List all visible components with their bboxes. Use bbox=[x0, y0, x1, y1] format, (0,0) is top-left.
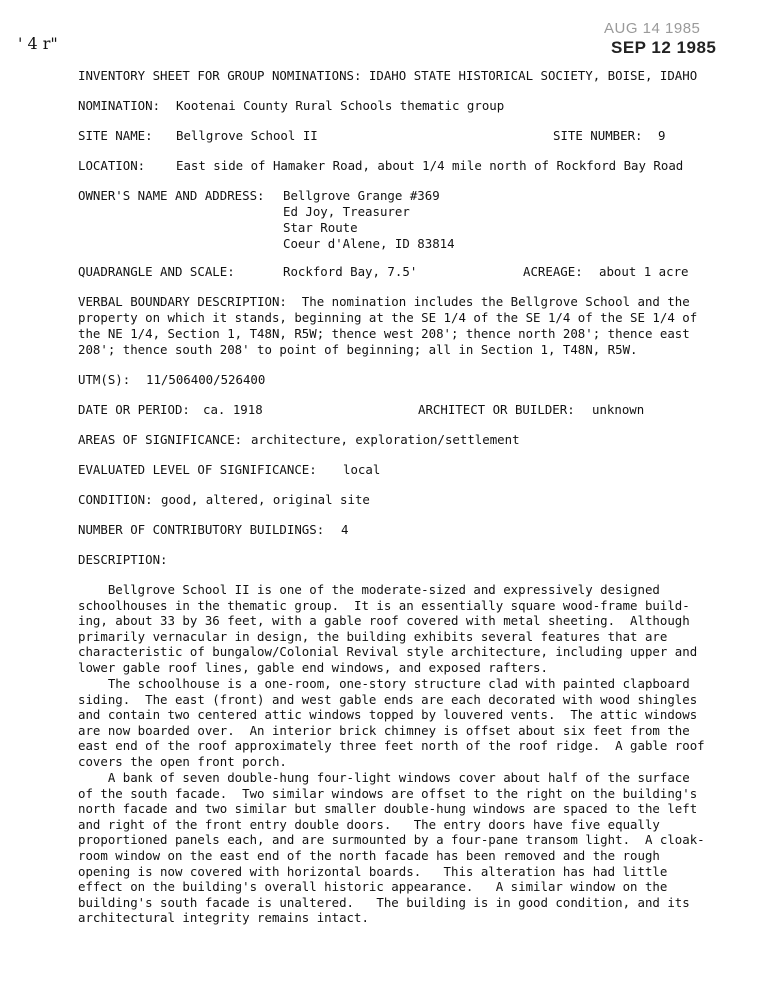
utm-label: UTM(S): bbox=[78, 372, 131, 387]
nomination-value: Kootenai County Rural Schools thematic group bbox=[176, 98, 505, 113]
description-line: room window on the east end of the north facade has been removed and the rough bbox=[78, 847, 660, 863]
description-line: A bank of seven double-hung four-light windows cover about half of the surface bbox=[78, 770, 690, 785]
sheet-header: INVENTORY SHEET FOR GROUP NOMINATIONS: IDAHO STATE HISTORICAL SOCIETY, BOISE, IDAHO bbox=[78, 68, 698, 83]
description-paragraph bbox=[78, 770, 705, 926]
owner-line: Coeur d'Alene, ID 83814 bbox=[283, 236, 455, 251]
description-line: covers the open front porch. bbox=[78, 753, 287, 769]
received-stamp: AUG 14 1985 bbox=[604, 20, 701, 37]
description-line: are now boarded over. An interior brick chimney is offset about six feet from the bbox=[78, 722, 690, 738]
areas-value: architecture, exploration/settlement bbox=[251, 432, 520, 447]
boundary-line: property on which it stands, beginning at the SE 1/4 of the SE 1/4 of the SE 1/4 of bbox=[78, 310, 698, 325]
utm-value: 11/506400/526400 bbox=[146, 372, 266, 387]
description-line: architectural integrity remains intact. bbox=[78, 910, 369, 926]
owner-line: Bellgrove Grange #369 bbox=[283, 188, 440, 203]
buildings-value: 4 bbox=[341, 522, 349, 537]
location-value: East side of Hamaker Road, about 1/4 mile north of Rockford Bay Road bbox=[176, 158, 684, 173]
condition-value: good, altered, original site bbox=[161, 492, 370, 507]
description-line: east end of the roof approximately three feet north of the roof ridge. A gable roof bbox=[78, 738, 705, 754]
date-value: ca. 1918 bbox=[203, 402, 263, 417]
quadrangle-label: QUADRANGLE AND SCALE: bbox=[78, 264, 235, 279]
boundary-line: VERBAL BOUNDARY DESCRIPTION: The nomination includes the Bellgrove School and the bbox=[78, 294, 690, 309]
description-line: opening is now covered with horizontal boards. This alteration has had little bbox=[78, 863, 668, 879]
condition-label: CONDITION: bbox=[78, 492, 153, 507]
level-label: EVALUATED LEVEL OF SIGNIFICANCE: bbox=[78, 462, 317, 477]
site-number-value: 9 bbox=[658, 128, 666, 143]
owner-line: Star Route bbox=[283, 220, 358, 235]
owner-label: OWNER'S NAME AND ADDRESS: bbox=[78, 188, 265, 203]
owner-line: Ed Joy, Treasurer bbox=[283, 204, 410, 219]
description-line: and contain two centered attic windows topped by louvered vents. The attic windows bbox=[78, 707, 698, 723]
description-line: siding. The east (front) and west gable ends are each decorated with wood shingles bbox=[78, 691, 698, 707]
description-line: schoolhouses in the thematic group. It is an essentially square wood-frame build- bbox=[78, 597, 690, 613]
acreage-value: about 1 acre bbox=[599, 264, 689, 279]
location-label: LOCATION: bbox=[78, 158, 146, 173]
architect-label: ARCHITECT OR BUILDER: bbox=[418, 402, 575, 417]
areas-label: AREAS OF SIGNIFICANCE: bbox=[78, 432, 243, 447]
boundary-line: the NE 1/4, Section 1, T48N, R5W; thence west 208'; thence north 208'; thence east bbox=[78, 326, 690, 341]
buildings-label: NUMBER OF CONTRIBUTORY BUILDINGS: bbox=[78, 522, 325, 537]
date-label: DATE OR PERIOD: bbox=[78, 402, 190, 417]
site-name-value: Bellgrove School II bbox=[176, 128, 318, 143]
boundary-line: 208'; thence south 208' to point of beginning; all in Section 1, T48N, R5W. bbox=[78, 342, 638, 357]
nomination-label: NOMINATION: bbox=[78, 98, 161, 113]
description-line: Bellgrove School II is one of the moderate-sized and expressively designed bbox=[78, 582, 660, 597]
description-line: lower gable roof lines, gable end windows, and exposed rafters. bbox=[78, 659, 548, 675]
description-line: building's south facade is unaltered. The building is in good condition, and its bbox=[78, 894, 690, 910]
description-line: The schoolhouse is a one-room, one-story structure clad with painted clapboard bbox=[78, 676, 690, 691]
description-line: of the south facade. Two similar windows are offset to the right on the building's bbox=[78, 785, 698, 801]
site-name-label: SITE NAME: bbox=[78, 128, 153, 143]
description-paragraph bbox=[78, 676, 705, 770]
description-line: north facade and two similar but smaller double-hung windows are spaced to the left bbox=[78, 801, 698, 817]
site-number-label: SITE NUMBER: bbox=[553, 128, 643, 143]
level-value: local bbox=[343, 462, 381, 477]
description-label: DESCRIPTION: bbox=[78, 552, 168, 567]
description-paragraph bbox=[78, 582, 697, 676]
description-line: effect on the building's overall historic appearance. A similar window on the bbox=[78, 879, 668, 895]
date-stamp: SEP 12 1985 bbox=[611, 38, 717, 57]
description-line: proportioned panels each, and are surmounted by a four-pane transom light. A cloak- bbox=[78, 832, 705, 848]
description-line: ing, about 33 by 36 feet, with a gable roof covered with metal sheeting. Although bbox=[78, 613, 690, 629]
architect-value: unknown bbox=[592, 402, 645, 417]
description-line: primarily vernacular in design, the building exhibits several features that are bbox=[78, 628, 668, 644]
acreage-label: ACREAGE: bbox=[523, 264, 583, 279]
corner-marks: ' 4 r" bbox=[18, 34, 58, 53]
description-line: and right of the front entry double doors. The entry doors have five equally bbox=[78, 816, 660, 832]
quadrangle-value: Rockford Bay, 7.5' bbox=[283, 264, 418, 279]
description-line: characteristic of bungalow/Colonial Revival style architecture, including upper and bbox=[78, 644, 698, 660]
